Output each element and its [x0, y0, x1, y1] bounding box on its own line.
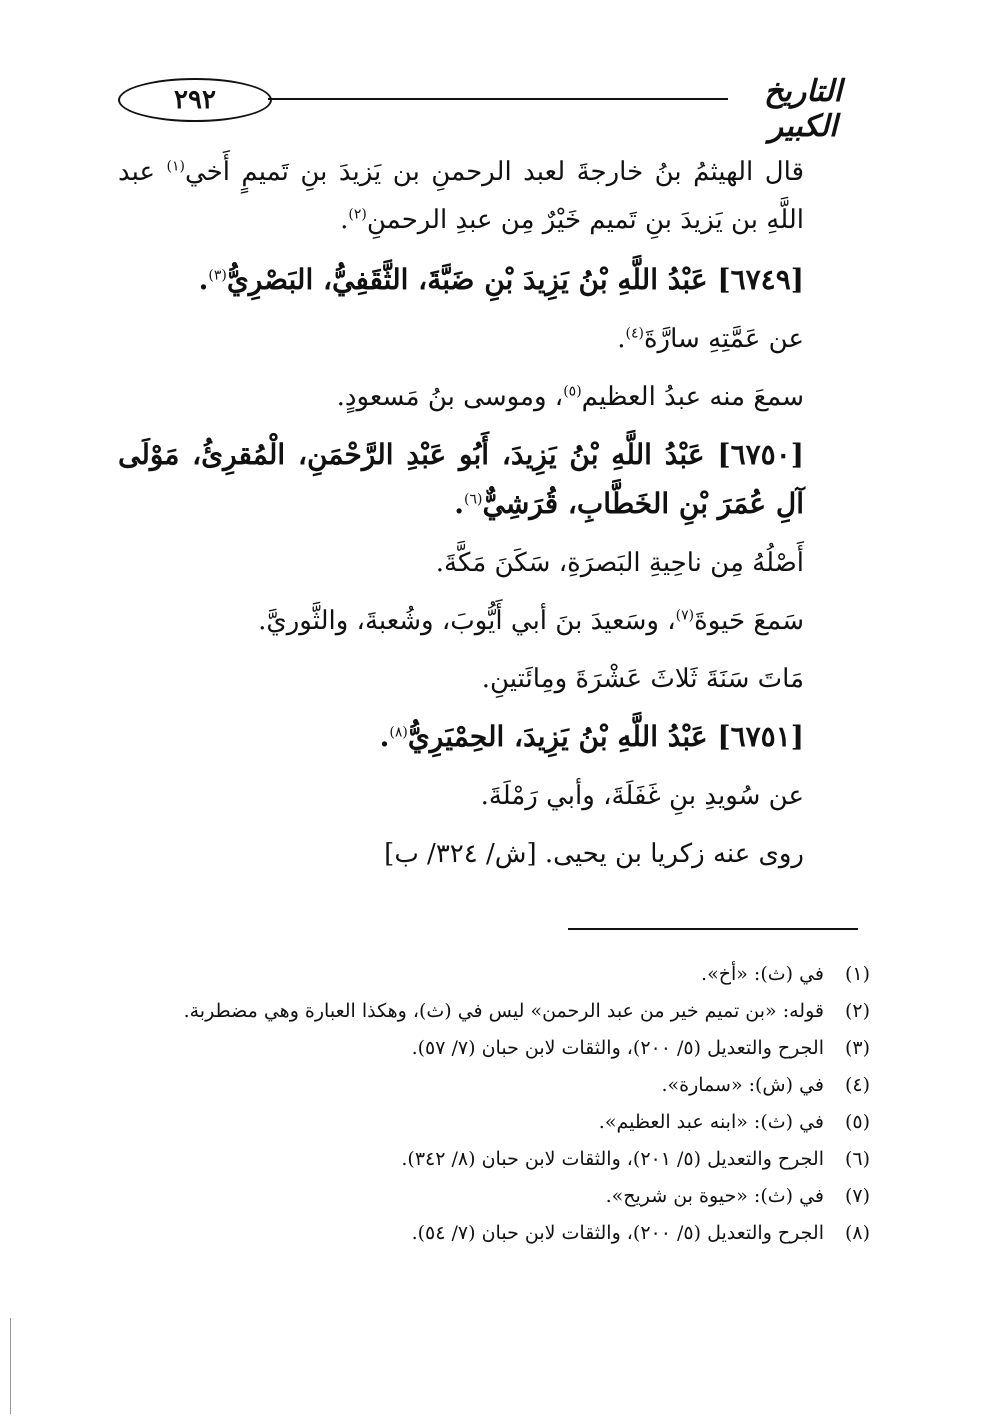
footnotes-list: [118, 958, 870, 1254]
footnote-ref[interactable]: (٣): [208, 267, 227, 284]
entry-heading-6751: [118, 713, 858, 762]
entry-line: [118, 315, 858, 363]
footnote-number: (٨): [844, 1222, 870, 1244]
page-number-badge: [118, 78, 272, 122]
footnote-ref[interactable]: (٦): [464, 491, 483, 508]
footnote-ref[interactable]: (١): [166, 158, 185, 175]
footnote-item: [118, 1180, 870, 1213]
footnote-number: (٥): [844, 1111, 870, 1133]
footnote-ref[interactable]: (٥): [563, 383, 582, 400]
entry-line: عن سُويدِ بنِ غَفَلَةَ، وأبي رَمْلَةَ.: [480, 781, 804, 811]
text-segment: عن عَمَّتِهِ سارَّةَ: [643, 324, 804, 354]
text-segment: .: [454, 487, 465, 520]
page-header: [118, 74, 878, 144]
entry-line: [118, 373, 858, 421]
footnote-ref[interactable]: (٢): [348, 206, 367, 223]
footnote-text: في (ش): «سمارة».: [661, 1074, 824, 1096]
footnote-text: في (ث): «حيوة بن شريح».: [605, 1185, 824, 1207]
footnote-ref[interactable]: (٤): [625, 325, 644, 342]
paragraph-intro: [118, 148, 858, 244]
entry-heading-6750: [118, 431, 858, 529]
text-segment: .: [379, 720, 390, 753]
footnote-item: [118, 1032, 870, 1065]
page-number: ٢٩٢: [174, 85, 216, 115]
footnote-separator: [568, 928, 858, 930]
footnote-number: (٦): [844, 1148, 870, 1170]
entry-title: [٦٧٤٩] عَبْدُ اللَّهِ بْنُ يَزِيدَ بْنِ ضَبَّةَ، الثَّقَفِيُّ، البَصْرِيُّ: [226, 263, 804, 296]
main-text: [118, 148, 858, 888]
entry-title: [٦٧٥١] عَبْدُ اللَّهِ بْنُ يَزِيدَ، الحِمْيَرِيُّ: [407, 720, 804, 753]
header-rule: [268, 98, 728, 100]
text-segment: .: [340, 205, 349, 235]
footnote-text: في (ث): «أخ».: [701, 963, 824, 985]
text-segment: سمعَ منه عبدُ العظيم: [581, 382, 804, 412]
entry-heading-6749: [118, 256, 858, 305]
footnote-ref[interactable]: (٨): [389, 724, 408, 741]
text-segment: .: [617, 324, 626, 354]
footnote-item: [118, 1143, 870, 1176]
footnote-number: (١): [844, 963, 870, 985]
footnote-ref[interactable]: (٧): [675, 607, 695, 624]
footnote-text: الجرح والتعديل (٥/ ٢٠٠)، والثقات لابن حبان (٧/ ٥٧).: [411, 1037, 824, 1059]
footnote-number: (٢): [844, 1000, 870, 1022]
footnote-item: [118, 1217, 870, 1250]
footnote-text: في (ث): «ابنه عبد العظيم».: [598, 1111, 824, 1133]
binding-mark: [10, 1318, 12, 1414]
footnote-number: (٤): [844, 1074, 870, 1096]
footnote-text: الجرح والتعديل (٥/ ٢٠٠)، والثقات لابن حبان (٧/ ٥٤).: [411, 1222, 824, 1244]
footnote-item: [118, 1069, 870, 1102]
footnote-text: قوله: «بن تميم خير من عبد الرحمن» ليس في (ث)، وهكذا العبارة وهي مضطربة.: [183, 1000, 824, 1022]
text-segment: قال الهيثمُ بنُ خارجةَ لعبد الرحمنِ بن يَزيدَ بنِ تَميمٍ أَخي: [184, 157, 804, 187]
footnote-number: (٣): [844, 1037, 870, 1059]
text-segment: .: [198, 263, 209, 296]
footnote-number: (٧): [844, 1185, 870, 1207]
footnote-item: [118, 1106, 870, 1139]
book-title: التاريخ الكبير: [764, 74, 842, 144]
entry-line: [118, 597, 858, 645]
text-segment: سَمعَ حَيوةَ: [694, 606, 804, 636]
footnote-item: [118, 958, 870, 991]
text-segment: ، وسَعيدَ بنَ أبي أَيُّوبَ، وشُعبةَ، والثَّوريَّ.: [258, 606, 676, 636]
text-segment: عبد اللَّهِ بن يَزيدَ بنِ تَميم خَيْرٌ مِن عبدِ الرحمنِ: [118, 157, 804, 235]
entry-title: [٦٧٥٠] عَبْدُ اللَّهِ بْنُ يَزِيدَ، أَبُو عَبْدِ الرَّحْمَنِ، الْمُقرِئُ، مَوْلَى آلِ عُمَرَ بْنِ الخَطَّابِ، قُرَشِيٌّ: [118, 438, 804, 520]
footnote-item: [118, 995, 870, 1028]
entry-line: روى عنه زكريا بن يحيى. [ش/ ٣٢٤/ ب]: [384, 839, 804, 869]
text-segment: ، وموسى بنُ مَسعودٍ.: [336, 382, 564, 412]
entry-line: أَصْلُهُ مِن ناحِيةِ البَصرَةِ، سَكَنَ مَكَّةَ.: [435, 548, 804, 578]
footnote-text: الجرح والتعديل (٥/ ٢٠١)، والثقات لابن حبان (٨/ ٣٤٢).: [401, 1148, 824, 1170]
entry-line: مَاتَ سَنَةَ ثَلاثَ عَشْرَةَ ومِائَتينِ.: [481, 664, 804, 694]
